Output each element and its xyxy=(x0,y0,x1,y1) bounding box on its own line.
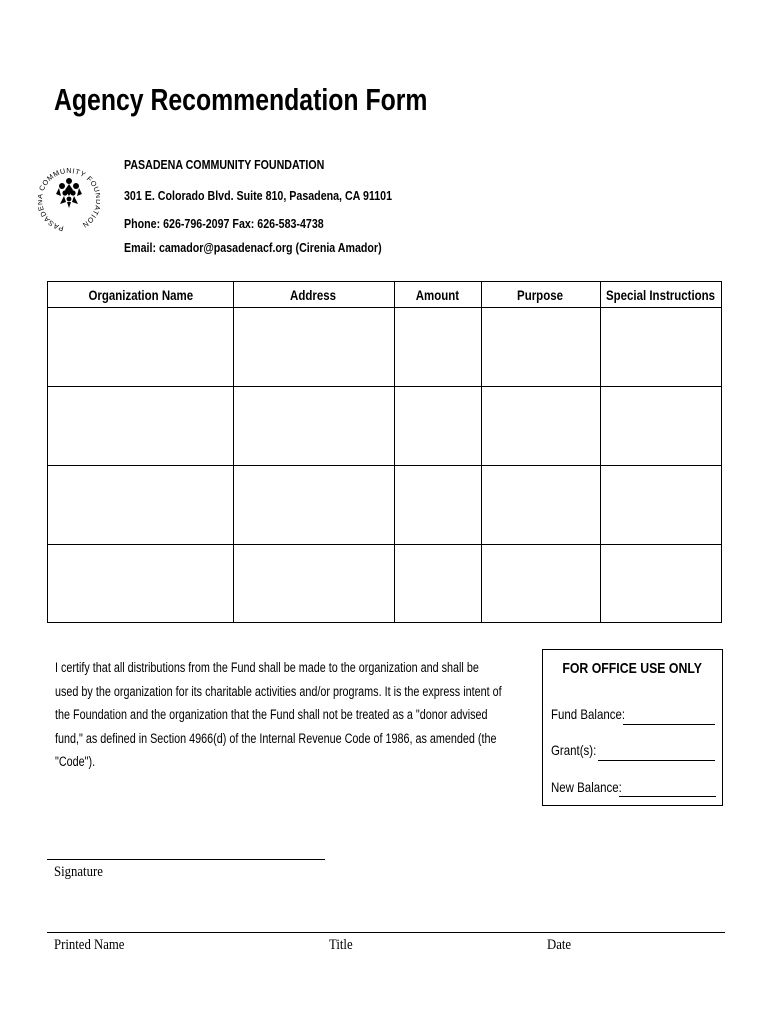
cell-special-instructions[interactable] xyxy=(601,308,721,386)
cell-address[interactable] xyxy=(234,308,394,386)
certification-text: I certify that all distributions from the Fund shall be made to the organization and shall be used by the organization for its charitable activities and/or programs. It is the express intent of the Foundation and the organization that the Fund shall not be treated as a "donor advised fund," as defined in Section 4966(d) of the Internal Revenue Code of 1986, as amended (the "Code"). xyxy=(55,660,502,769)
foundation-seal-icon xyxy=(38,150,100,242)
org-email: Email: camador@pasadenacf.org (Cirenia Amador) xyxy=(124,240,382,255)
cell-amount[interactable] xyxy=(395,308,481,386)
cell-purpose[interactable] xyxy=(482,308,600,386)
org-phone-fax: Phone: 626-796-2097 Fax: 626-583-4738 xyxy=(124,216,324,231)
office-use-title: FOR OFFICE USE ONLY xyxy=(562,660,703,677)
new-balance-field[interactable] xyxy=(619,796,716,797)
cell-special-instructions[interactable] xyxy=(601,387,721,465)
cell-special-instructions[interactable] xyxy=(601,545,721,622)
printed-name-title-date-line[interactable] xyxy=(47,932,725,933)
fund-balance-field[interactable] xyxy=(623,724,715,725)
cell-purpose[interactable] xyxy=(482,466,600,544)
cell-address[interactable] xyxy=(234,387,394,465)
cell-organization-name[interactable] xyxy=(48,387,233,465)
cell-purpose[interactable] xyxy=(482,387,600,465)
cell-address[interactable] xyxy=(234,466,394,544)
cell-purpose[interactable] xyxy=(482,545,600,622)
org-address: 301 E. Colorado Blvd. Suite 810, Pasadena, CA 91101 xyxy=(124,188,392,203)
printed-name-label: Printed Name xyxy=(54,937,125,953)
signature-label: Signature xyxy=(54,864,103,880)
recommendation-table xyxy=(47,281,722,623)
header-organization-name: Organization Name xyxy=(88,287,193,303)
org-name: PASADENA COMMUNITY FOUNDATION xyxy=(124,157,325,172)
header-special-instructions: Special Instructions xyxy=(605,287,716,303)
svg-text:PASADENA COMMUNITY FOUNDATION: PASAD OMMUNITY FO TION xyxy=(38,165,100,234)
title-label: Title xyxy=(329,937,353,953)
cell-special-instructions[interactable] xyxy=(601,466,721,544)
fund-balance-label: Fund Balance: xyxy=(551,706,626,722)
grants-field[interactable] xyxy=(598,760,715,761)
cell-amount[interactable] xyxy=(395,387,481,465)
cell-organization-name[interactable] xyxy=(48,545,233,622)
cell-organization-name[interactable] xyxy=(48,466,233,544)
cell-amount[interactable] xyxy=(395,466,481,544)
cell-address[interactable] xyxy=(234,545,394,622)
office-use-box xyxy=(542,649,723,806)
cell-organization-name[interactable] xyxy=(48,308,233,386)
header-purpose: Purpose xyxy=(517,287,564,303)
cell-amount[interactable] xyxy=(395,545,481,622)
date-label: Date xyxy=(547,937,572,953)
signature-line[interactable] xyxy=(47,859,325,860)
form-title: Agency Recommendation Form xyxy=(54,82,428,117)
header-amount: Amount xyxy=(415,287,460,303)
grants-label: Grant(s): xyxy=(551,742,597,758)
header-address: Address xyxy=(290,287,337,303)
new-balance-label: New Balance: xyxy=(551,779,622,795)
